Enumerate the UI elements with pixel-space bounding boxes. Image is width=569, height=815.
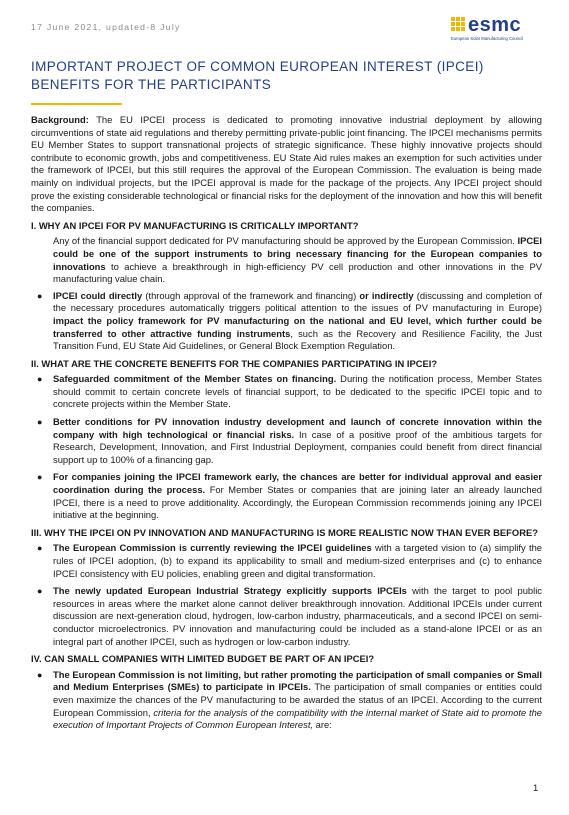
s2-b1-bold: Safeguarded commitment of the Member States on financing. [53, 373, 337, 385]
s2-b2-bold: Better conditions for PV innovation industry development and launch of concrete innovation within the company with high technological or financial risks. [53, 416, 542, 440]
bullet-icon: ● [37, 669, 43, 680]
esmc-logo [451, 14, 533, 45]
s3-b2-bold: The newly updated European Industrial Strategy explicitly supports IPCEIs [53, 585, 407, 597]
list-item [37, 542, 542, 580]
s2-b2-text: In case of a positive proof of the ambitious targets for Research, Development, Innovation, and First Industrial Deployment, companies could benefit from direct financial support up to 100% of a financing gap. [53, 428, 542, 465]
s3-b1-bold: The European Commission is currently reviewing the IPCEI guidelines [53, 542, 372, 554]
title-line-2: BENEFITS FOR THE PARTICIPANTS [31, 77, 272, 92]
s1-intro-bold: IPCEI could be one of the support instruments to bring necessary financing for the European companies to innovations [53, 235, 542, 272]
s3-b2-text: with the target to pool public resources in areas where the market alone cannot deliver breakthrough innovation. Additional IPCEIs under current discussion are next-generation cloud, hydrogen, low-carbon industry, pharmaceuticals, and a second IPCEI on semi-conductor microelectronics. PV innovation and manufacturing could be included as a stand-alone IPCEI or as an integral part of another IPCEI, such as hydrogen or low-carbon industry. [53, 585, 542, 647]
logo-wordmark: esmc [468, 14, 522, 36]
s1-b1-text2: (discussing and completion of the necessary procedures automatically triggers political attention to the issues of PV manufacturing in Europe) [53, 289, 542, 314]
section-1-heading: I. WHY AN IPCEI FOR PV MANUFACTURING IS CRITICALLY IMPORTANT? [31, 219, 359, 231]
bullet-icon: ● [37, 586, 43, 597]
background-label: Background: [31, 114, 89, 125]
title-line-1: IMPORTANT PROJECT OF COMMON EUROPEAN INTEREST (IPCEI) [31, 59, 484, 74]
list-item [37, 668, 543, 732]
s4-b1-text: The participation of small companies or entities could even maximize the chances of the PV manufacturing to be awarded the status of an IPCEI. According to the current European Commission, [53, 681, 543, 718]
list-item [37, 373, 542, 411]
s1-b1-end: , such as the Recovery and Resilience Facility, the Just Transition Fund, EU State Aid Guidelines, or General Block Exemption Regulation. [53, 327, 543, 352]
s2-b3-bold: For companies joining the IPCEI framework early, the chances are better for individual approval and easier coordination during the process. [53, 471, 542, 496]
section-4-list [31, 669, 542, 732]
s4-b1-end: are: [313, 719, 332, 731]
logo-tagline: European Solar Manufacturing Council [451, 36, 523, 41]
s2-b1-text: During the notification process, Member States should commit to certain concrete levels of financial support, to be dedicated to the specific IPCEI topic and to concrete projects within the Member State. [53, 373, 542, 410]
s1-b1-text1: (through approval of the framework and financing) [142, 289, 360, 301]
document-body [31, 114, 542, 737]
section-1-intro [31, 235, 542, 285]
s1-intro-end: to achieve a breakthrough in high-efficiency PV cell production and other innovations in the PV manufacturing value chain. [53, 260, 542, 285]
bullet-icon: ● [37, 374, 43, 385]
s4-b1-bold: The European Commission is not limiting, but rather promoting the participation of small companies or Small and Medium Enterprises (SMEs) to participate in IPCEIs. [53, 668, 542, 693]
title-underline [31, 103, 122, 105]
bullet-icon: ● [37, 543, 43, 554]
list-item [37, 289, 543, 353]
s1-b1-bold: IPCEI could directly [53, 289, 143, 301]
logo-grid-icon [451, 17, 465, 31]
s1-intro-text: Any of the financial support dedicated for PV manufacturing should be approved by the European Commission. [53, 235, 518, 247]
list-item [37, 416, 542, 466]
s2-b3-text: For Member States or companies that are joining later an already launched IPCEI, there is a need to prove additionality. Accordingly, the European Commission recommends joining any IPCEI initiative at the beginning. [53, 484, 542, 521]
section-2-heading: II. WHAT ARE THE CONCRETE BENEFITS FOR THE COMPANIES PARTICIPATING IN IPCEI? [31, 357, 438, 369]
list-item [37, 471, 542, 521]
section-4-heading: IV. CAN SMALL COMPANIES WITH LIMITED BUDGET BE PART OF AN IPCEI? [31, 653, 375, 665]
bullet-icon: ● [37, 472, 43, 483]
s1-b1-bold3: impact the policy framework for PV manufacturing on the national and EU level, which further could be transferred to other attractive funding instruments [53, 314, 542, 339]
s1-b1-bold2: or indirectly [359, 289, 414, 301]
s4-b1-italic: criteria for the analysis of the compatibility with the internal market of State aid to promote the execution of Important Projects of Common European Interest, [53, 706, 542, 731]
page-number: 1 [533, 782, 539, 793]
document-title [31, 58, 531, 94]
section-3-list [31, 542, 542, 648]
bullet-icon: ● [37, 417, 43, 428]
document-date: 17 June 2021, updated-8 July [31, 22, 181, 32]
background-paragraph [31, 114, 542, 215]
bullet-icon: ● [37, 290, 43, 301]
s3-b1-text: with a targeted vision to (a) simplify the rules of IPCEI adoption, (b) to expand its applicability to small and medium-sized enterprises and (c) to enhance IPCEI consistency with EU policies, enabling green and digital transformation. [53, 542, 542, 579]
section-3-heading: III. WHY THE IPCEI ON PV INNOVATION AND MANUFACTURING IS MORE REALISTIC NOW THAN EVER BEFORE? [31, 526, 538, 538]
background-text: The EU IPCEI process is dedicated to promoting innovative industrial deployment by allowing circumventions of state aid regulations and thereby permitting private-public joint financing. The IPCEI mechanisms permits EU Member States to support transnational projects of strategic significance. These highly innovative projects should contribute to economic growth, jobs and competitiveness. EU State Aid rules makes an exemption for such activities under the framework of IPCEI, but this still requires the approval of the European Commission. The evaluation is being made mainly on individual projects, but the IPCEI approval is made for the package of the projects. Any IPCEI project should prove the existing considerable technological or financial risks for the deployment of the innovation and how this will benefit the companies. [31, 114, 542, 214]
section-1-list [31, 290, 542, 353]
section-2-list [31, 373, 542, 522]
list-item [37, 585, 542, 648]
